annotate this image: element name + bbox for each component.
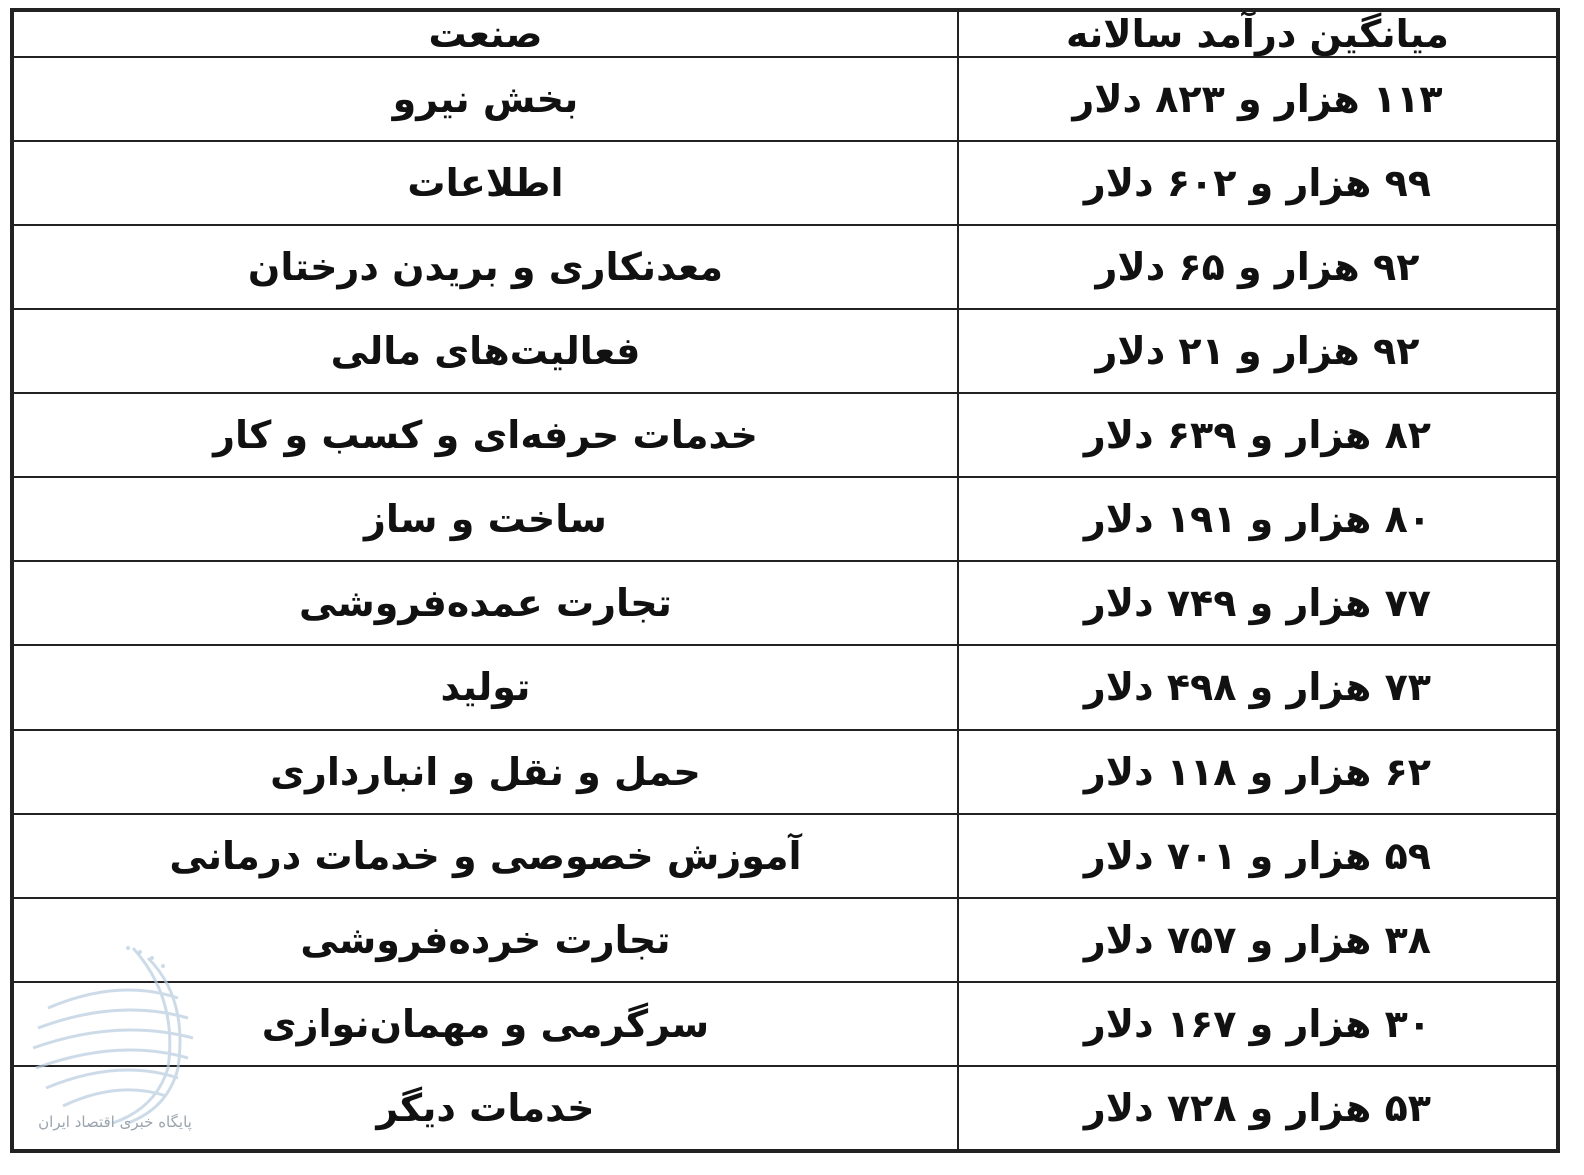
table-row [13,645,1557,729]
income-cell: ۹۲ هزار و ۲۱ دلار [958,309,1557,393]
income-table [12,10,1558,1151]
table-row [13,141,1557,225]
header-industry: صنعت [13,11,958,57]
industry-cell: اطلاعات [13,141,958,225]
industry-cell: ساخت و ساز [13,477,958,561]
income-table-container [10,8,1560,1153]
industry-cell: حمل و نقل و انبارداری [13,730,958,814]
industry-cell: سرگرمی و مهمان‌نوازی [13,982,958,1066]
table-row [13,814,1557,898]
income-cell: ۳۰ هزار و ۱۶۷ دلار [958,982,1557,1066]
industry-cell: خدمات حرفه‌ای و کسب و کار [13,393,958,477]
industry-cell: تجارت خرده‌فروشی [13,898,958,982]
industry-cell: خدمات دیگر [13,1066,958,1150]
income-cell: ۹۹ هزار و ۶۰۲ دلار [958,141,1557,225]
table-row [13,477,1557,561]
table-row [13,730,1557,814]
table-row [13,309,1557,393]
table-row [13,1066,1557,1150]
header-income: میانگین درآمد سالانه [958,11,1557,57]
table-row [13,225,1557,309]
table-row [13,898,1557,982]
table-header-row [13,11,1557,57]
industry-cell: آموزش خصوصی و خدمات درمانی [13,814,958,898]
income-cell: ۹۲ هزار و ۶۵ دلار [958,225,1557,309]
industry-cell: تولید [13,645,958,729]
industry-cell: معدنکاری و بریدن درختان [13,225,958,309]
industry-cell: فعالیت‌های مالی [13,309,958,393]
industry-cell: بخش نیرو [13,57,958,141]
income-cell: ۵۳ هزار و ۷۲۸ دلار [958,1066,1557,1150]
income-cell: ۵۹ هزار و ۷۰۱ دلار [958,814,1557,898]
table-row [13,57,1557,141]
industry-cell: تجارت عمده‌فروشی [13,561,958,645]
table-row [13,982,1557,1066]
table-row [13,393,1557,477]
income-cell: ۱۱۳ هزار و ۸۲۳ دلار [958,57,1557,141]
income-cell: ۳۸ هزار و ۷۵۷ دلار [958,898,1557,982]
watermark-text: پایگاه خبری اقتصاد ایران [38,1113,192,1131]
income-cell: ۶۲ هزار و ۱۱۸ دلار [958,730,1557,814]
income-cell: ۷۷ هزار و ۷۴۹ دلار [958,561,1557,645]
table-row [13,561,1557,645]
income-cell: ۸۲ هزار و ۶۳۹ دلار [958,393,1557,477]
income-cell: ۸۰ هزار و ۱۹۱ دلار [958,477,1557,561]
income-cell: ۷۳ هزار و ۴۹۸ دلار [958,645,1557,729]
